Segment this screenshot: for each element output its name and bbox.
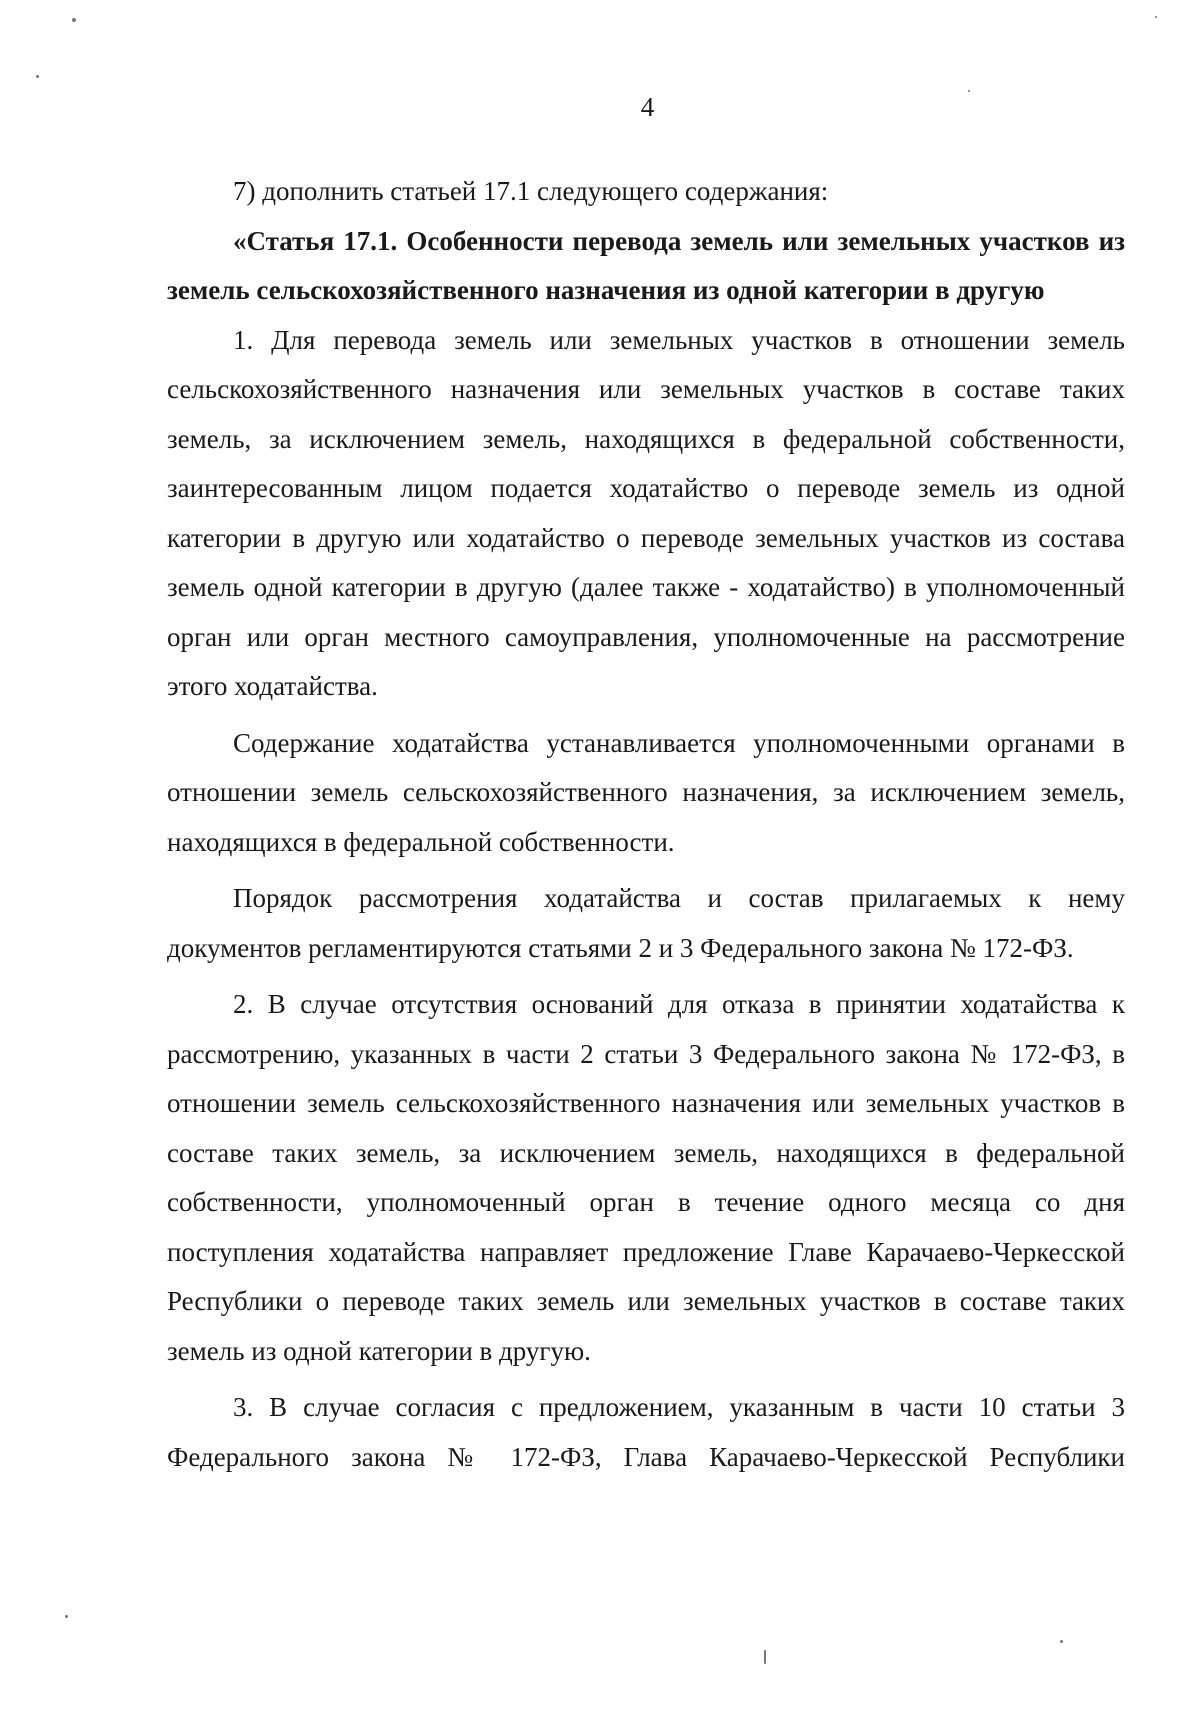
scan-speck <box>764 1650 766 1664</box>
scan-speck <box>36 75 39 78</box>
scan-speck <box>968 90 970 92</box>
document-body <box>167 167 1125 1482</box>
scan-speck <box>1060 1640 1063 1643</box>
page-number: 4 <box>640 92 655 122</box>
scan-speck <box>1155 16 1157 18</box>
scan-speck <box>65 1615 68 1618</box>
article-paragraph-2: 2. В случае отсутствия оснований для отказа в принятии ходатайства к рассмотрению, указанных в части 2 статьи 3 Федерального закона № 172-ФЗ, в отношении земель сельскохозяйственного назначения или земельных участков в составе таких земель, за исключением земель, находящихся в федеральной собственности, уполномоченный орган в течение одного месяца со дня поступления ходатайства направляет предложение Главе Карачаево-Черкесской Республики о переводе таких земель или земельных участков в составе таких земель из одной категории в другую. <box>167 989 1125 1366</box>
article-paragraph-3: 3. В случае согласия с предложением, указанным в части 10 статьи 3 Федерального закона № 172-ФЗ, Глава Карачаево-Черкесской Республики <box>167 1392 1125 1472</box>
amendment-item-7: 7) дополнить статьей 17.1 следующего содержания: <box>233 176 829 206</box>
article-paragraph-1-content: Содержание ходатайства устанавливается уполномоченными органами в отношении земель сельскохозяйственного назначения, за исключением земель, находящихся в федеральной собственности. <box>167 727 1125 857</box>
article-heading: «Статья 17.1. Особенности перевода земель или земельных участков из земель сельскохозяйственного назначения из одной категории в другую <box>167 225 1125 305</box>
scan-speck <box>72 18 76 22</box>
article-paragraph-1-procedure: Порядок рассмотрения ходатайства и состав прилагаемых к нему документов регламентируются статьями 2 и 3 Федерального закона № 172-ФЗ. <box>167 883 1125 963</box>
article-paragraph-1: 1. Для перевода земель или земельных участков в отношении земель сельскохозяйственного назначения или земельных участков в составе таких земель, за исключением земель, находящихся в федеральной собственности, заинтересованным лицом подается ходатайство о переводе земель из одной категории в другую или ходатайство о переводе земельных участков из состава земель одной категории в другую (далее также - ходатайство) в уполномоченный орган или орган местного самоуправления, уполномоченные на рассмотрение этого ходатайства. <box>167 324 1125 701</box>
